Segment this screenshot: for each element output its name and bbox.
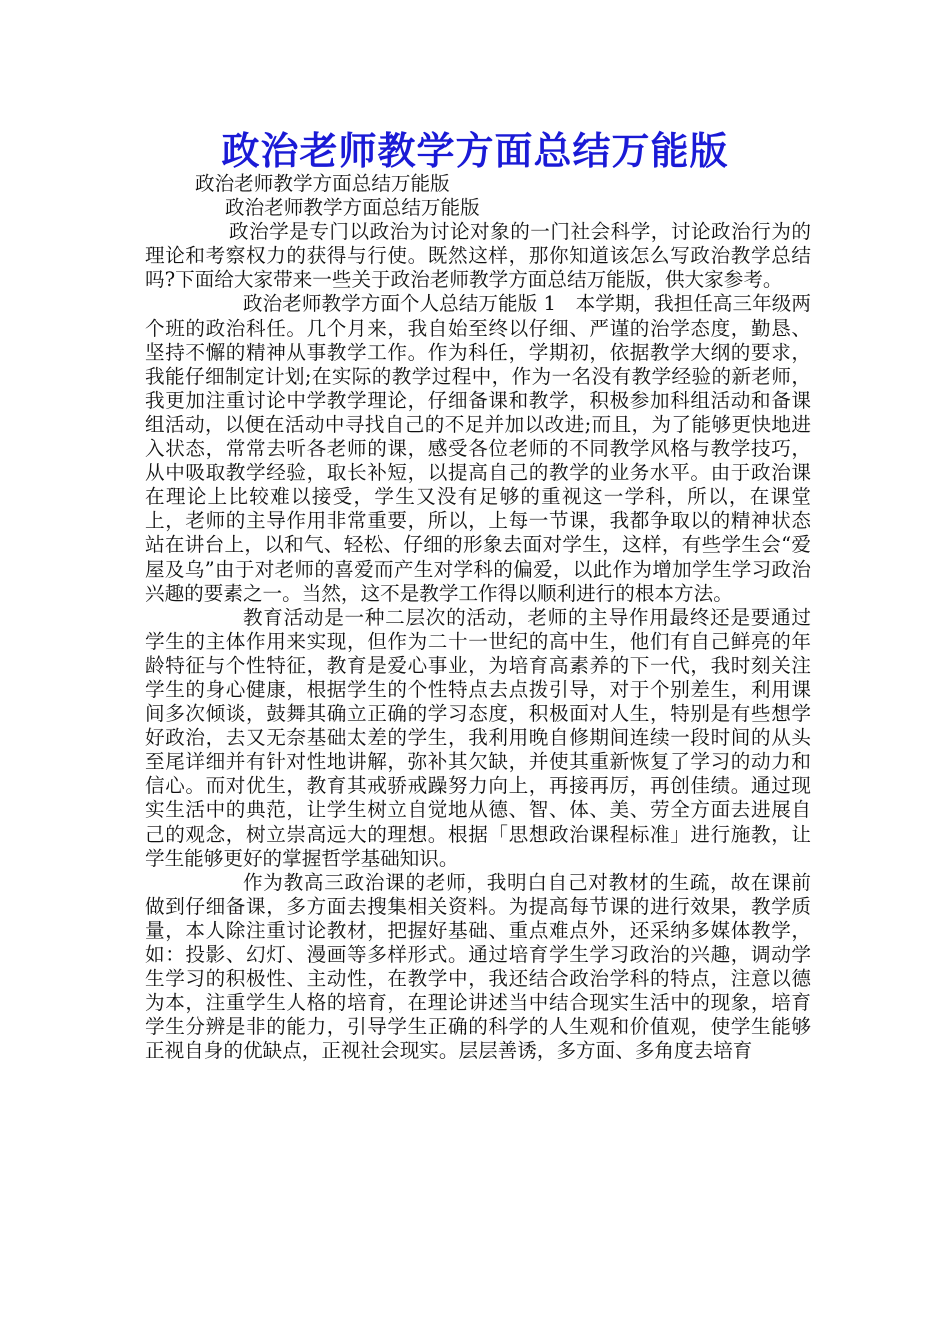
document-title: 政治老师教学方面总结万能版 xyxy=(221,129,729,173)
paragraph: 作为教高三政治课的老师，我明白自己对教材的生疏，故在课前做到仔细备课，多方面去搜集相关资料。为提高每节课的进行效果，教学质量，本人除注重讨论教材，把握好基础、重点难点外，还采纳多媒体教学，如：投影、幻灯、漫画等多样形式。通过培育学生学习政治的兴趣，调动学生学习的积极性、主动性，在教学中，我还结合政治学科的特点，注意以德为本，注重学生人格的培育，在理论讲述当中结合现实生活中的现象，培育学生分辨是非的能力，引导学生正确的科学的人生观和价值观，使学生能够正视自身的优缺点，正视社会现实。层层善诱，多方面、多角度去培育 xyxy=(145,870,811,1063)
document-body xyxy=(145,172,811,1063)
paragraph: 政治老师教学方面个人总结万能版 1 本学期，我担任高三年级两个班的政治科任。几个月来，我自始至终以仔细、严谨的治学态度，勤恳、坚持不懈的精神从事教学工作。作为科任，学期初，依据教学大纲的要求，我能仔细制定计划;在实际的教学过程中，作为一名没有教学经验的新老师，我更加注重讨论中学教学理论，仔细备课和教学，积极参加科组活动和备课组活动，以便在活动中寻找自己的不足并加以改进;而且，为了能够更快地进入状态，常常去听各老师的课，感受各位老师的不同教学风格与教学技巧，从中吸取教学经验，取长补短，以提高自己的教学的业务水平。由于政治课在理论上比较难以接受，学生又没有足够的重视这一学科，所以，在课堂上，老师的主导作用非常重要，所以，上每一节课，我都争取以的精神状态站在讲台上，以和气、轻松、仔细的形象去面对学生，这样，有些学生会“爱屋及乌”由于对老师的喜爱而产生对学科的偏爱，以此作为增加学生学习政治兴趣的要素之一。当然，这不是教学工作得以顺利进行的根本方法。 xyxy=(145,292,811,605)
paragraph: 政治学是专门以政治为讨论对象的一门社会科学，讨论政治行为的理论和考察权力的获得与行使。既然这样，那你知道该怎么写政治教学总结吗?下面给大家带来一些关于政治老师教学方面总结万能版，供大家参考。 xyxy=(145,220,811,292)
document-subtitle: 政治老师教学方面总结万能版 xyxy=(195,172,450,195)
document-subtitle: 政治老师教学方面总结万能版 xyxy=(225,196,480,220)
paragraph: 教育活动是一种二层次的活动，老师的主导作用最终还是要通过学生的主体作用来实现，但作为二十一世纪的高中生，他们有自己鲜亮的年龄特征与个性特征，教育是爱心事业，为培育高素养的下一代，我时刻关注学生的身心健康，根据学生的个性特点去点拨引导，对于个别差生，利用课间多次倾谈，鼓舞其确立正确的学习态度，积极面对人生，特别是有些想学好政治，去又无奈基础太差的学生，我利用晚自修期间连续一段时间的从头至尾详细并有针对性地讲解，弥补其欠缺，并使其重新恢复了学习的动力和信心。而对优生，教育其戒骄戒躁努力向上，再接再厉，再创佳绩。通过现实生活中的典范，让学生树立自觉地从德、智、体、美、劳全方面去进展自己的观念，树立崇高远大的理想。根据「思想政治课程标准」进行施教，让学生能够更好的掌握哲学基础知识。 xyxy=(145,605,811,870)
